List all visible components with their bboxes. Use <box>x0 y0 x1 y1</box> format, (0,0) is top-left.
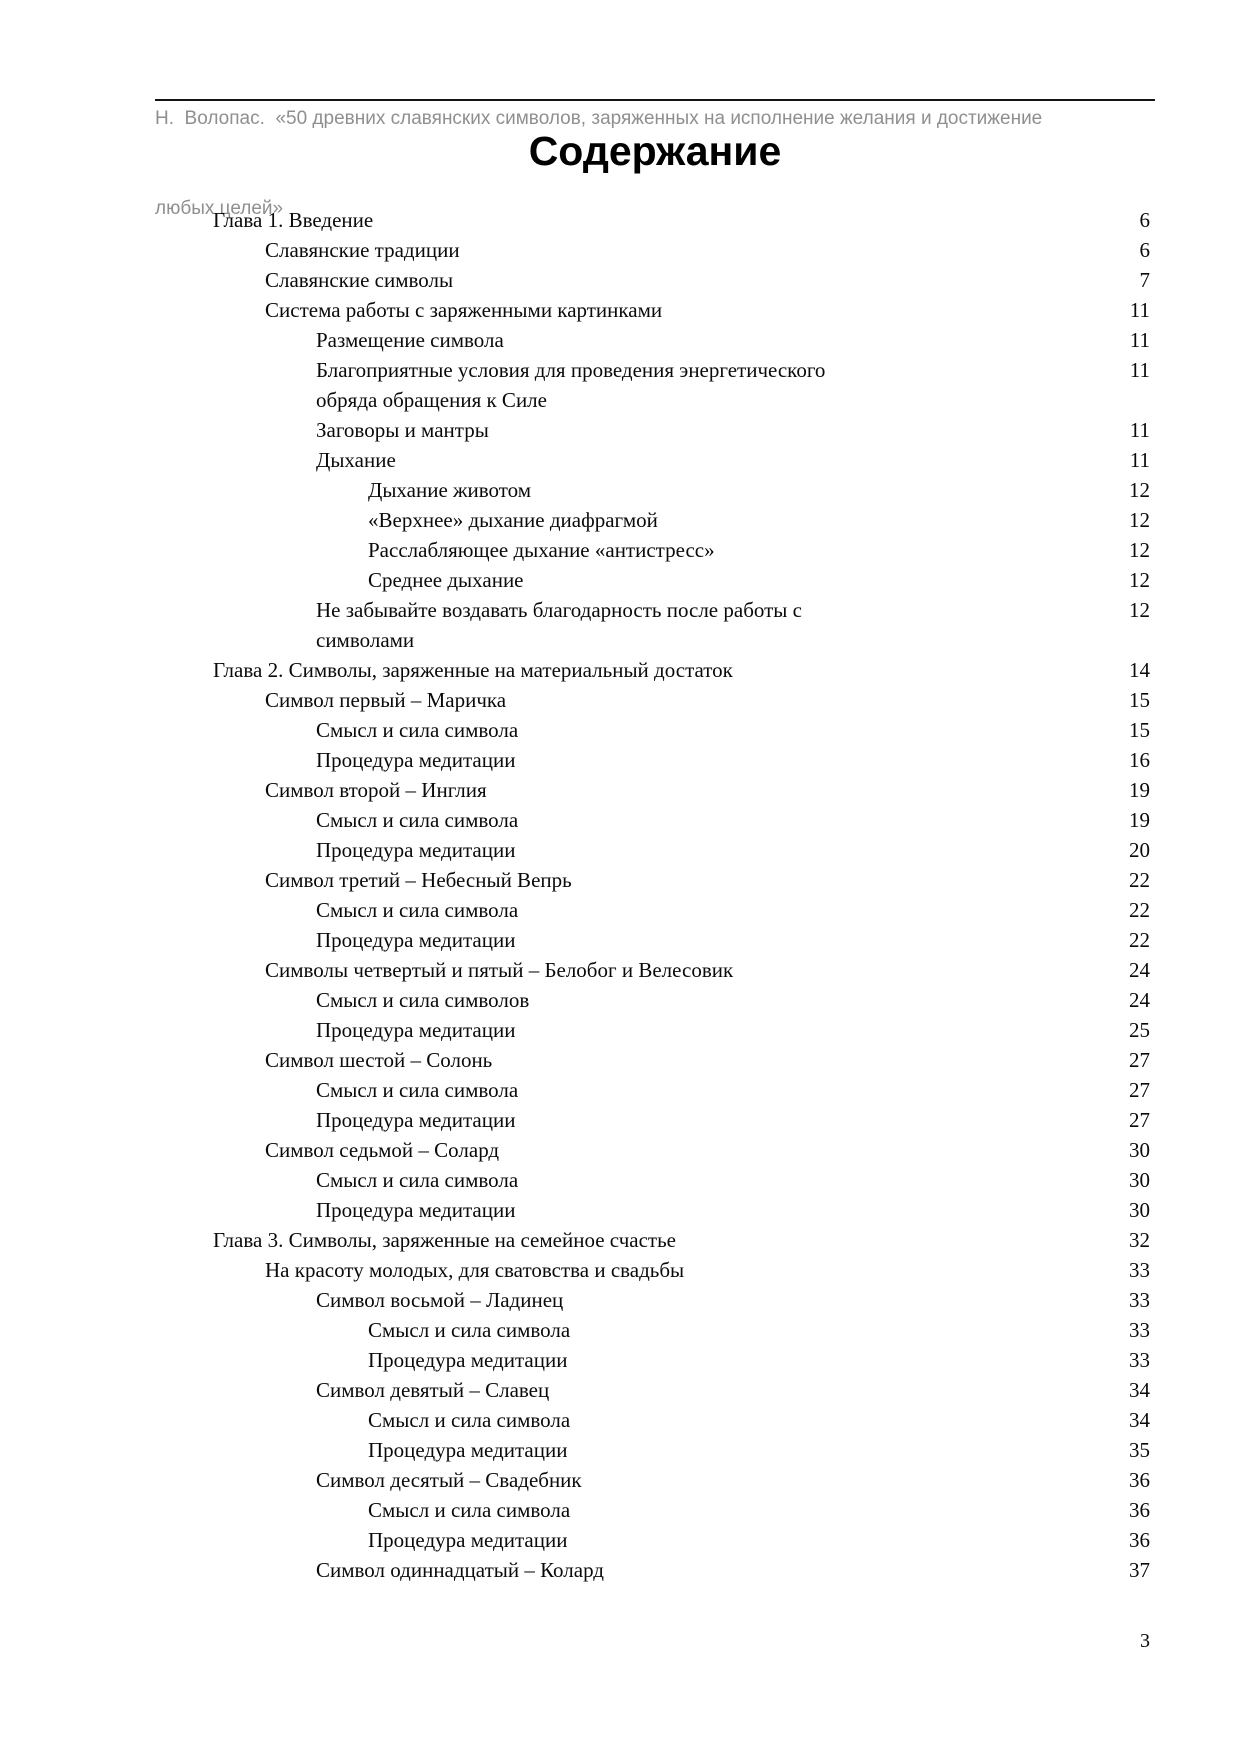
toc-entry-page: 12 <box>1129 598 1150 622</box>
toc-entry <box>155 775 1155 805</box>
toc-entry <box>155 1525 1155 1555</box>
toc-entry <box>155 265 1155 295</box>
toc-entry-page: 27 <box>1129 1048 1150 1072</box>
toc-entry <box>155 1255 1155 1285</box>
toc-entry <box>155 1495 1155 1525</box>
toc-entry-page: 33 <box>1129 1348 1150 1372</box>
toc-entry-page: 20 <box>1129 838 1150 862</box>
toc-entry <box>155 475 1155 505</box>
toc-entry-page: 16 <box>1129 748 1150 772</box>
toc-entry-label: Символ первый – Маричка <box>265 688 507 712</box>
toc-entry-page: 25 <box>1129 1018 1150 1042</box>
toc-entry-label: Благоприятные условия для проведения энергетического обряда обращения к Силе <box>316 358 826 412</box>
toc-entry-page: 36 <box>1129 1468 1150 1492</box>
toc-entry-label: Глава 3. Символы, заряженные на семейное счастье <box>213 1228 676 1252</box>
toc-entry-label: Смысл и сила символа <box>316 898 519 922</box>
toc-entry-label: Смысл и сила символов <box>316 988 530 1012</box>
toc-entry-page: 6 <box>1139 238 1150 262</box>
toc-entry <box>155 685 1155 715</box>
toc-entry-page: 24 <box>1129 988 1150 1012</box>
toc-entry-label: Процедура медитации <box>316 748 516 772</box>
toc-entry <box>155 1015 1155 1045</box>
toc-entry-page: 22 <box>1129 868 1150 892</box>
toc-entry-page: 33 <box>1129 1318 1150 1342</box>
toc-entry-page: 12 <box>1129 478 1150 502</box>
toc-entry <box>155 205 1155 235</box>
header-divider-line <box>155 99 1155 101</box>
toc-entry <box>155 1135 1155 1165</box>
toc-entry <box>155 235 1155 265</box>
toc-entry-label: Система работы с заряженными картинками <box>265 298 663 322</box>
toc-entry-page: 27 <box>1129 1108 1150 1132</box>
toc-entry <box>155 505 1155 535</box>
toc-entry <box>155 415 1155 445</box>
toc-entry-label: Процедура медитации <box>316 1018 516 1042</box>
toc-entry-label: Процедура медитации <box>368 1348 568 1372</box>
toc-entry <box>155 565 1155 595</box>
toc-entry-page: 36 <box>1129 1528 1150 1552</box>
toc-entry-label: Смысл и сила символа <box>316 1168 519 1192</box>
toc-entry-page: 27 <box>1129 1078 1150 1102</box>
toc-entry <box>155 1315 1155 1345</box>
toc-entry-page: 32 <box>1129 1228 1150 1252</box>
toc-entry <box>155 355 1155 415</box>
toc-entry-page: 34 <box>1129 1378 1150 1402</box>
toc-entry-label: Заговоры и мантры <box>316 418 489 442</box>
toc-entry-page: 7 <box>1139 268 1150 292</box>
toc-entry-label: Символ шестой – Солонь <box>265 1048 493 1072</box>
book-running-header-line2: любых целей» <box>155 198 284 219</box>
toc-entry <box>155 805 1155 835</box>
toc-entry-page: 11 <box>1129 448 1150 472</box>
toc-entry-label: Процедура медитации <box>316 928 516 952</box>
toc-entry-page: 11 <box>1129 418 1150 442</box>
toc-list <box>155 205 1155 1585</box>
toc-entry-label: Процедура медитации <box>316 1198 516 1222</box>
toc-entry <box>155 1435 1155 1465</box>
toc-entry-page: 35 <box>1129 1438 1150 1462</box>
toc-entry-label: Символы четвертый и пятый – Белобог и Велесовик <box>265 958 734 982</box>
toc-entry <box>155 1345 1155 1375</box>
toc-entry-label: Символ седьмой – Солард <box>265 1138 500 1162</box>
toc-entry-page: 22 <box>1129 928 1150 952</box>
toc-entry-page: 36 <box>1129 1498 1150 1522</box>
toc-entry-page: 11 <box>1129 358 1150 382</box>
toc-entry-label: Размещение символа <box>316 328 504 352</box>
toc-entry-page: 19 <box>1129 808 1150 832</box>
page-title: Содержание <box>528 128 782 174</box>
toc-entry-page: 30 <box>1129 1168 1150 1192</box>
toc-entry <box>155 1285 1155 1315</box>
toc-entry <box>155 295 1155 325</box>
toc-entry <box>155 1165 1155 1195</box>
toc-entry-page: 14 <box>1129 658 1150 682</box>
toc-entry-page: 12 <box>1129 568 1150 592</box>
toc-entry-label: Славянские традиции <box>265 238 460 262</box>
book-running-header-line1: Н. Волопас. «50 древних славянских символов, заряженных на исполнение желания и достижение <box>155 108 1043 129</box>
toc-entry <box>155 955 1155 985</box>
toc-entry-label: Символ одиннадцатый – Колард <box>316 1558 604 1582</box>
toc-entry-label: Смысл и сила символа <box>316 1078 519 1102</box>
toc-entry <box>155 595 1155 655</box>
toc-entry-label: Не забывайте воздавать благодарность после работы с символами <box>316 598 802 652</box>
toc-entry <box>155 835 1155 865</box>
toc-entry <box>155 1045 1155 1075</box>
toc-entry <box>155 655 1155 685</box>
toc-entry-label: Среднее дыхание <box>368 568 524 592</box>
toc-entry <box>155 865 1155 895</box>
toc-entry-page: 37 <box>1129 1558 1150 1582</box>
toc-entry <box>155 1375 1155 1405</box>
toc-entry-label: Смысл и сила символа <box>368 1408 571 1432</box>
toc-entry-label: Славянские символы <box>265 268 454 292</box>
toc-entry-label: Дыхание животом <box>368 478 532 502</box>
toc-entry-label: Символ третий – Небесный Вепрь <box>265 868 572 892</box>
toc-entry-label: На красоту молодых, для сватовства и свадьбы <box>265 1258 685 1282</box>
toc-entry <box>155 1555 1155 1585</box>
toc-entry <box>155 1225 1155 1255</box>
toc-entry-page: 15 <box>1129 718 1150 742</box>
toc-entry-label: Процедура медитации <box>316 1108 516 1132</box>
toc-entry-label: Глава 2. Символы, заряженные на материальный достаток <box>213 658 733 682</box>
toc-entry-label: Процедура медитации <box>368 1528 568 1552</box>
toc-entry <box>155 925 1155 955</box>
toc-entry <box>155 1465 1155 1495</box>
toc-entry-label: Символ восьмой – Ладинец <box>316 1288 564 1312</box>
toc-entry-page: 30 <box>1129 1198 1150 1222</box>
toc-entry <box>155 535 1155 565</box>
toc-entry-label: Символ второй – Инглия <box>265 778 487 802</box>
toc-entry-page: 15 <box>1129 688 1150 712</box>
toc-entry-label: Дыхание <box>316 448 396 472</box>
toc-entry <box>155 1195 1155 1225</box>
toc-entry <box>155 1075 1155 1105</box>
toc-entry-page: 19 <box>1129 778 1150 802</box>
toc-entry-page: 22 <box>1129 898 1150 922</box>
toc-entry-page: 12 <box>1129 538 1150 562</box>
toc-entry-page: 24 <box>1129 958 1150 982</box>
toc-entry-page: 11 <box>1129 298 1150 322</box>
toc-entry <box>155 445 1155 475</box>
toc-entry <box>155 895 1155 925</box>
toc-entry <box>155 985 1155 1015</box>
toc-entry-page: 11 <box>1129 328 1150 352</box>
toc-entry <box>155 1405 1155 1435</box>
toc-entry-label: Смысл и сила символа <box>316 718 519 742</box>
toc-entry-label: Расслабляющее дыхание «антистресс» <box>368 538 715 562</box>
toc-entry-label: Процедура медитации <box>316 838 516 862</box>
toc-entry <box>155 325 1155 355</box>
toc-entry-label: Символ десятый – Свадебник <box>316 1468 582 1492</box>
toc-entry-label: Смысл и сила символа <box>368 1318 571 1342</box>
toc-entry <box>155 1105 1155 1135</box>
toc-entry-page: 33 <box>1129 1288 1150 1312</box>
toc-entry-page: 33 <box>1129 1258 1150 1282</box>
toc-entry-label: Смысл и сила символа <box>316 808 519 832</box>
toc-entry-page: 12 <box>1129 508 1150 532</box>
toc-entry-label: Смысл и сила символа <box>368 1498 571 1522</box>
toc-entry-label: Символ девятый – Славец <box>316 1378 550 1402</box>
toc-entry-label: Глава 1. Введение <box>213 208 374 232</box>
toc-entry-label: Процедура медитации <box>368 1438 568 1462</box>
toc-entry <box>155 715 1155 745</box>
toc-entry-label: «Верхнее» дыхание диафрагмой <box>368 508 658 532</box>
toc-entry <box>155 745 1155 775</box>
footer-page-number: 3 <box>1140 1630 1150 1652</box>
toc-entry-page: 30 <box>1129 1138 1150 1162</box>
toc-entry-page: 6 <box>1139 208 1150 232</box>
toc-entry-page: 34 <box>1129 1408 1150 1432</box>
